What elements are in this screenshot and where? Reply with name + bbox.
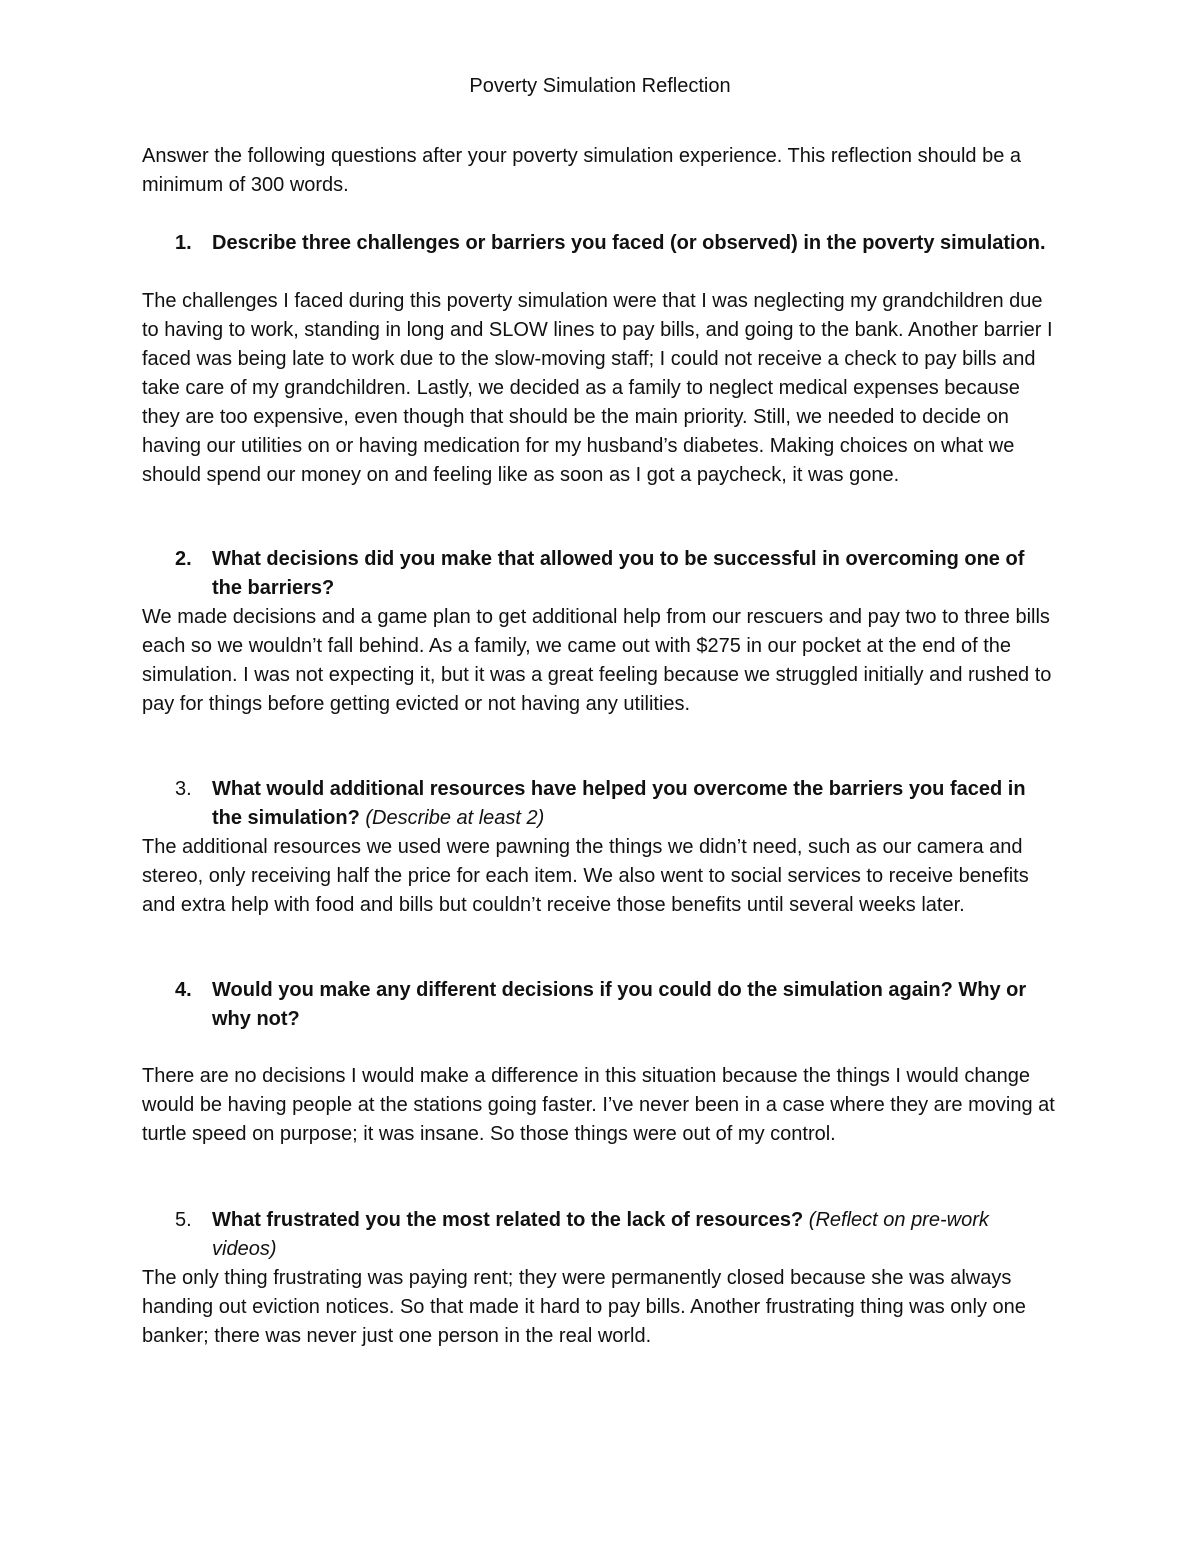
question-prompt: What decisions did you make that allowed you to be successful in overcoming one of the barriers? <box>212 548 1025 599</box>
question-number: 4. <box>175 979 192 1001</box>
question-text <box>212 1206 1055 1264</box>
answer-5 <box>142 1264 1062 1351</box>
question-prompt: Describe three challenges or barriers you faced (or observed) in the poverty simulation. <box>212 232 1046 254</box>
answer-text: The only thing frustrating was paying rent; they were permanently closed because she was always handing out eviction notices. So that made it hard to pay bills. Another frustrating thing was only one banker; there was never just one person in the real world. <box>142 1267 1026 1347</box>
answer-text: There are no decisions I would make a difference in this situation because the things I would change would be having people at the stations going faster. I’ve never been in a case where they are moving at turtle speed on purpose; it was insane. So those things were out of my control. <box>142 1065 1055 1145</box>
question-prompt: What would additional resources have helped you overcome the barriers you faced in the simulation? <box>212 778 1026 829</box>
answer-2 <box>142 603 1062 719</box>
question-number: 5. <box>175 1209 192 1231</box>
question-text <box>212 976 1055 1034</box>
answer-text: We made decisions and a game plan to get additional help from our rescuers and pay two to three bills each so we wouldn’t fall behind. As a family, we came out with $275 in our pocket at the end of the simulation. I was not expecting it, but it was a great feeling because we struggled initially and rushed to pay for things before getting evicted or not having any utilities. <box>142 606 1052 715</box>
question-number: 2. <box>175 548 192 570</box>
question-prompt: What frustrated you the most related to the lack of resources? <box>212 1209 804 1231</box>
question-text <box>212 229 1055 258</box>
answer-4 <box>142 1062 1062 1149</box>
question-prompt: Would you make any different decisions if you could do the simulation again? Why or why not? <box>212 979 1027 1030</box>
answer-3 <box>142 833 1062 920</box>
question-text <box>212 775 1055 833</box>
question-5 <box>175 1206 1055 1264</box>
document-title: Poverty Simulation Reflection <box>469 75 731 97</box>
intro-paragraph: Answer the following questions after your poverty simulation experience. This reflection should be a minimum of 300 words. <box>142 145 1021 196</box>
question-text <box>212 545 1055 603</box>
question-hint: (Reflect on pre-work videos) <box>212 1209 989 1260</box>
answer-text: The challenges I faced during this poverty simulation were that I was neglecting my grandchildren due to having to work, standing in long and SLOW lines to pay bills, and going to the bank. Another barrier I faced was being late to work due to the slow-moving staff; I could not receive a check to pay bills and take care of my grandchildren. Lastly, we decided as a family to neglect medical expenses because they are too expensive, even though that should be the main priority. Still, we needed to decide on having our utilities on or having medication for my husband’s diabetes. Making choices on what we should spend our money on and feeling like as soon as I got a paycheck, it was gone. <box>142 290 1053 486</box>
question-2 <box>175 545 1055 603</box>
question-number: 1. <box>175 232 192 254</box>
answer-text: The additional resources we used were pawning the things we didn’t need, such as our camera and stereo, only receiving half the price for each item. We also went to social services to receive benefits and extra help with food and bills but couldn’t receive those benefits until several weeks later. <box>142 836 1029 916</box>
question-hint: (Describe at least 2) <box>365 807 545 829</box>
question-4 <box>175 976 1055 1034</box>
question-number: 3. <box>175 778 192 800</box>
question-1 <box>175 229 1055 258</box>
question-3 <box>175 775 1055 833</box>
answer-1 <box>142 287 1062 490</box>
